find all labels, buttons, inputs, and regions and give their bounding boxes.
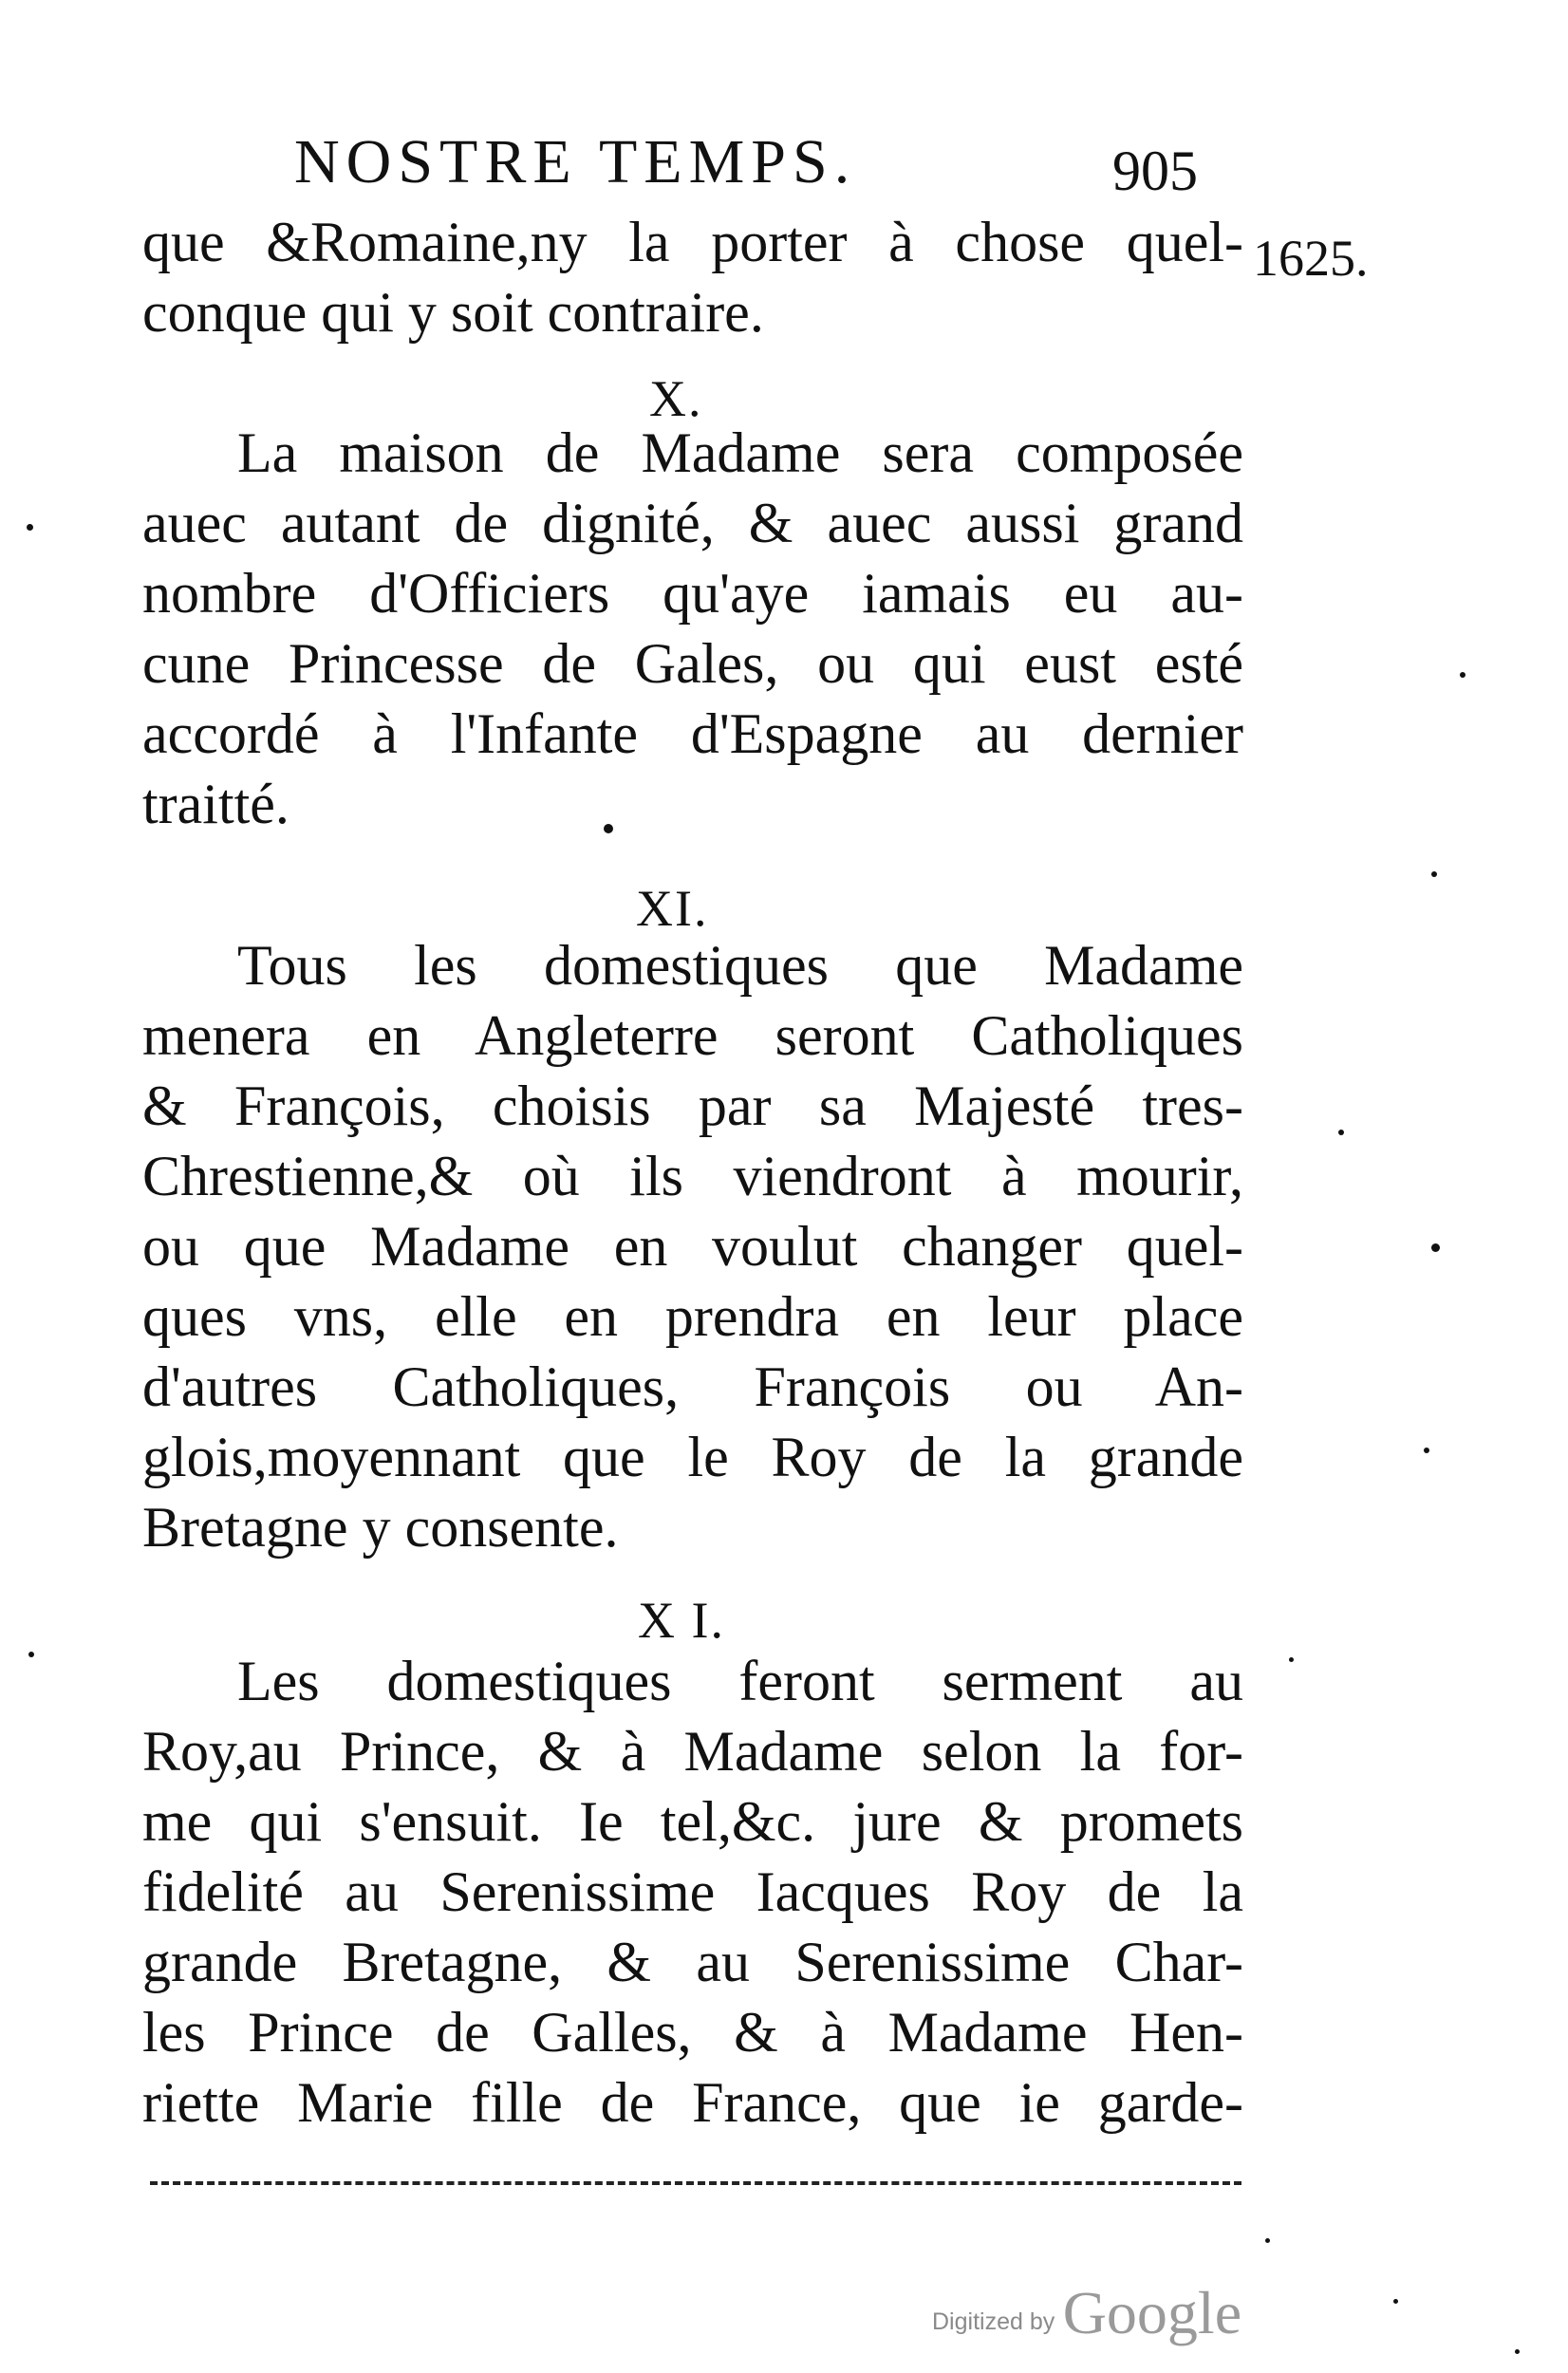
scan-speck — [1289, 1657, 1294, 1662]
text-line: Roy,au Prince, & à Madame selon la for- — [142, 1720, 1243, 1783]
margin-year-note: 1625. — [1253, 230, 1369, 287]
text-line: nombre d'Officiers qu'aye iamais eu au- — [142, 562, 1243, 625]
text-line: traitté. — [142, 773, 289, 835]
continuation-paragraph — [142, 207, 1243, 347]
scan-speck — [1424, 1448, 1429, 1453]
watermark-prefix: Digitized by — [932, 2308, 1055, 2335]
text-line: riette Marie fille de France, que ie garde- — [142, 2071, 1243, 2134]
article-paragraph — [142, 1646, 1243, 2138]
scan-speck — [1338, 1130, 1344, 1135]
text-line: d'autres Catholiques, François ou An- — [142, 1355, 1243, 1418]
scan-speck — [1515, 2349, 1520, 2354]
scan-speck — [28, 1652, 34, 1657]
text-line: que &Romaine,ny la porter à chose quel- — [142, 211, 1243, 273]
text-line: Chrestienne,& où ils viendront à mourir, — [142, 1145, 1243, 1207]
scan-speck — [1431, 871, 1437, 877]
running-title: NOSTRE TEMPS. — [294, 127, 857, 196]
text-line: ques vns, elle en prendra en leur place — [142, 1285, 1243, 1348]
article-number: X I. — [638, 1592, 725, 1649]
text-line: Les domestiques feront serment au — [237, 1650, 1243, 1712]
scan-speck — [27, 524, 33, 531]
scan-speck — [1393, 2299, 1398, 2304]
google-logo: Google — [1062, 2279, 1242, 2346]
text-line: glois,moyennant que le Roy de la grande — [142, 1426, 1243, 1488]
article-paragraph — [142, 930, 1243, 1562]
article-number: X. — [649, 370, 703, 427]
text-line: cune Princesse de Gales, ou qui eust esté — [142, 632, 1243, 695]
scan-speck — [1265, 2238, 1270, 2243]
text-line: auec autant de dignité, & auec aussi grand — [142, 492, 1243, 554]
digitized-by-google-watermark — [932, 2278, 1241, 2348]
text-line: menera en Angleterre seront Catholiques — [142, 1004, 1243, 1067]
text-line: & François, choisis par sa Majesté tres- — [142, 1074, 1243, 1137]
text-line: grande Bretagne, & au Serenissime Char- — [142, 1931, 1243, 1993]
text-line: accordé à l'Infante d'Espagne au dernier — [142, 702, 1243, 765]
text-line: ou que Madame en voulut changer quel- — [142, 1215, 1243, 1278]
scan-speck — [1460, 672, 1465, 678]
scan-speck — [1431, 1243, 1440, 1252]
scan-speck — [604, 824, 613, 833]
text-line: Tous les domestiques que Madame — [237, 934, 1243, 997]
text-line: conque qui y soit contraire. — [142, 281, 764, 344]
text-line: me qui s'ensuit. Ie tel,&c. jure & promets — [142, 1790, 1243, 1853]
bottom-dashed-rule — [150, 2181, 1241, 2185]
article-number: XI. — [636, 880, 709, 937]
page-number: 905 — [1112, 140, 1198, 202]
text-line: les Prince de Galles, & à Madame Hen- — [142, 2001, 1243, 2064]
text-line: Bretagne y consente. — [142, 1496, 619, 1559]
text-line: fidelité au Serenissime Iacques Roy de la — [142, 1860, 1243, 1923]
text-line: La maison de Madame sera composée — [237, 421, 1243, 484]
article-paragraph — [142, 418, 1243, 839]
